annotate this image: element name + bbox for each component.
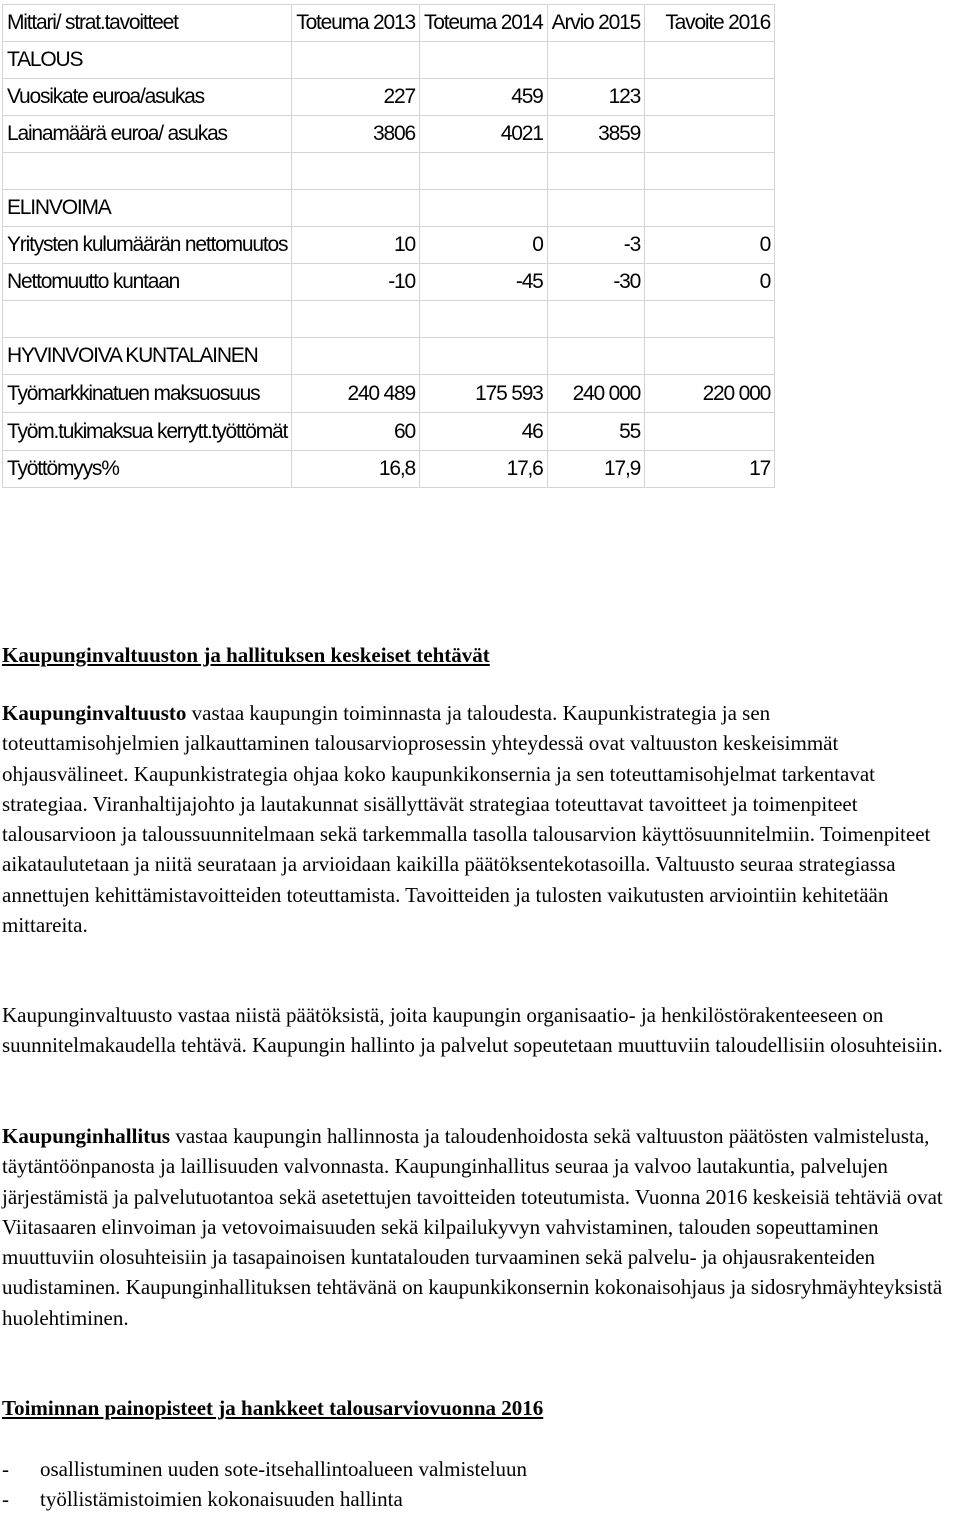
table-row: [3, 79, 775, 116]
table-row: [3, 190, 775, 227]
table-row: [3, 227, 775, 264]
table-cell: 46: [419, 413, 547, 451]
table-cell: [645, 190, 775, 227]
section-heading-council-duties: Kaupunginvaltuuston ja hallituksen keskeiset tehtävät: [2, 643, 490, 667]
table-cell: 17,9: [547, 451, 644, 488]
table-cell: [645, 42, 775, 79]
table-cell: 175 593: [419, 375, 547, 413]
table-cell: [547, 42, 644, 79]
table-cell: 459: [419, 79, 547, 116]
priority-list: [2, 1454, 948, 1515]
table-cell: -10: [292, 264, 420, 301]
bullet-marker: -: [2, 1457, 9, 1481]
row-label: Työmarkkinatuen maksuosuus: [3, 375, 292, 413]
table-cell: 0: [645, 264, 775, 301]
section-heading-priorities: Toiminnan painopisteet ja hankkeet talousarviovuonna 2016: [2, 1396, 544, 1420]
table-cell: [419, 190, 547, 227]
table-cell: [419, 42, 547, 79]
table-row: [3, 375, 775, 413]
table-cell: [645, 116, 775, 153]
table-row: [3, 264, 775, 301]
column-header: Toteuma 2014: [419, 5, 547, 42]
table-cell: 3859: [547, 116, 644, 153]
table-row: [3, 413, 775, 451]
table-cell: [292, 301, 420, 338]
row-label: ELINVOIMA: [3, 190, 292, 227]
table-row: [3, 116, 775, 153]
table-row: [3, 153, 775, 190]
table-cell: [645, 79, 775, 116]
term-council: Kaupunginvaltuusto: [2, 701, 187, 725]
table-cell: [547, 190, 644, 227]
table-cell: [419, 153, 547, 190]
table-cell: 16,8: [292, 451, 420, 488]
table-row: [3, 451, 775, 488]
table-cell: 3806: [292, 116, 420, 153]
table-header-row: [3, 5, 775, 42]
table-cell: [419, 338, 547, 375]
table-cell: 17,6: [419, 451, 547, 488]
row-label: TALOUS: [3, 42, 292, 79]
paragraph-board-text: vastaa kaupungin hallinnosta ja taloudenhoidosta sekä valtuuston päätösten valmistelusta, täytäntöönpanosta ja laillisuuden valvonnasta. Kaupunginhallitus seuraa ja valvoo lautakuntia, palvelujen järjestämistä ja palvelutuotantoa sekä asetettujen tavoitteiden toteutumista. Vuonna 2016 keskeisiä tehtäviä ovat Viitasaaren elinvoiman ja vetovoimaisuuden sekä kilpailukyvyn vahvistaminen, talouden sopeuttaminen muuttuviin olosuhteisiin ja tasapainoisen kuntatalouden turvaaminen sekä palvelu- ja ohjausrakenteiden uudistaminen. Kaupunginhallituksen tehtävänä on kaupunkikonsernin kokonaisohjaus ja sidosryhmäyhteyksistä huolehtiminen.: [2, 1124, 943, 1330]
table-cell: [547, 301, 644, 338]
table-row: [3, 301, 775, 338]
table-cell: 123: [547, 79, 644, 116]
metrics-table: [2, 4, 775, 488]
table-cell: 17: [645, 451, 775, 488]
table-cell: [645, 301, 775, 338]
row-label: [3, 301, 292, 338]
table-cell: 0: [419, 227, 547, 264]
table-cell: -3: [547, 227, 644, 264]
table-cell: [645, 338, 775, 375]
table-cell: [419, 301, 547, 338]
row-label: Työm.tukimaksua kerrytt.työttömät: [3, 413, 292, 451]
table-cell: [292, 190, 420, 227]
column-header: Toteuma 2013: [292, 5, 420, 42]
paragraph-board: [2, 1121, 948, 1333]
table-cell: [547, 153, 644, 190]
list-item-text: osallistuminen uuden sote-itsehallintoalueen valmisteluun: [40, 1457, 527, 1481]
table-cell: 0: [645, 227, 775, 264]
paragraph-council: [2, 698, 948, 940]
table-cell: -45: [419, 264, 547, 301]
table-cell: 10: [292, 227, 420, 264]
paragraph-council-decisions: Kaupunginvaltuusto vastaa niistä päätöksistä, joita kaupungin organisaatio- ja henkilöstörakenteeseen on suunnitelmakaudella tehtävä. Kaupungin hallinto ja palvelut sopeutetaan muuttuviin taloudellisiin olosuhteisiin.: [2, 1003, 943, 1058]
table-cell: 240 489: [292, 375, 420, 413]
table-cell: [547, 338, 644, 375]
table-cell: 4021: [419, 116, 547, 153]
table-cell: [292, 338, 420, 375]
bullet-marker: -: [2, 1487, 9, 1512]
list-item-text: työllistämistoimien kokonaisuuden hallinta: [40, 1487, 403, 1512]
paragraph-council-text: vastaa kaupungin toiminnasta ja taloudesta. Kaupunkistrategia ja sen toteuttamisohjelmien jalkauttaminen talousarvioprosessin yhteydessä ovat valtuuston keskeisimmät ohjausvälineet. Kaupunkistrategia ohjaa koko kaupunkikonsernia ja sen toteuttamisohjelmat tarkentavat strategiaa. Viranhaltijajohto ja lautakunnat sisällyttävät strategiaa toteuttavat tavoitteet ja toimenpiteet talousarvioon ja taloussuunnitelmaan sekä tarkemmalla tasolla talousarvion käyttösuunnitelmiin. Toimenpiteet aikataulutetaan ja niitä seurataan ja arvioidaan kaikilla päätöksentekotasoilla. Valtuusto seuraa strategiassa annettujen kehittämistavoitteiden toteuttamista. Tavoitteiden ja tulosten vaikutusten arviointiin kehitetään mittareita.: [2, 701, 931, 938]
row-label: Nettomuutto kuntaan: [3, 264, 292, 301]
table-row: [3, 338, 775, 375]
column-header: Tavoite 2016: [645, 5, 775, 42]
table-cell: [292, 42, 420, 79]
list-item: [2, 1454, 948, 1484]
row-label: Yritysten kulumäärän nettomuutos: [3, 227, 292, 264]
row-label: Lainamäärä euroa/ asukas: [3, 116, 292, 153]
column-header: Mittari/ strat.tavoitteet: [3, 5, 292, 42]
table-cell: 55: [547, 413, 644, 451]
column-header: Arvio 2015: [547, 5, 644, 42]
table-cell: 220 000: [645, 375, 775, 413]
table-cell: 60: [292, 413, 420, 451]
table-row: [3, 42, 775, 79]
row-label: [3, 153, 292, 190]
list-item: [2, 1484, 948, 1514]
table-cell: 240 000: [547, 375, 644, 413]
row-label: Työttömyys%: [3, 451, 292, 488]
term-board: Kaupunginhallitus: [2, 1124, 171, 1148]
table-cell: [645, 153, 775, 190]
table-cell: [645, 413, 775, 451]
table-cell: [292, 153, 420, 190]
row-label: Vuosikate euroa/asukas: [3, 79, 292, 116]
table-cell: -30: [547, 264, 644, 301]
row-label: HYVINVOIVA KUNTALAINEN: [3, 338, 292, 375]
table-cell: 227: [292, 79, 420, 116]
